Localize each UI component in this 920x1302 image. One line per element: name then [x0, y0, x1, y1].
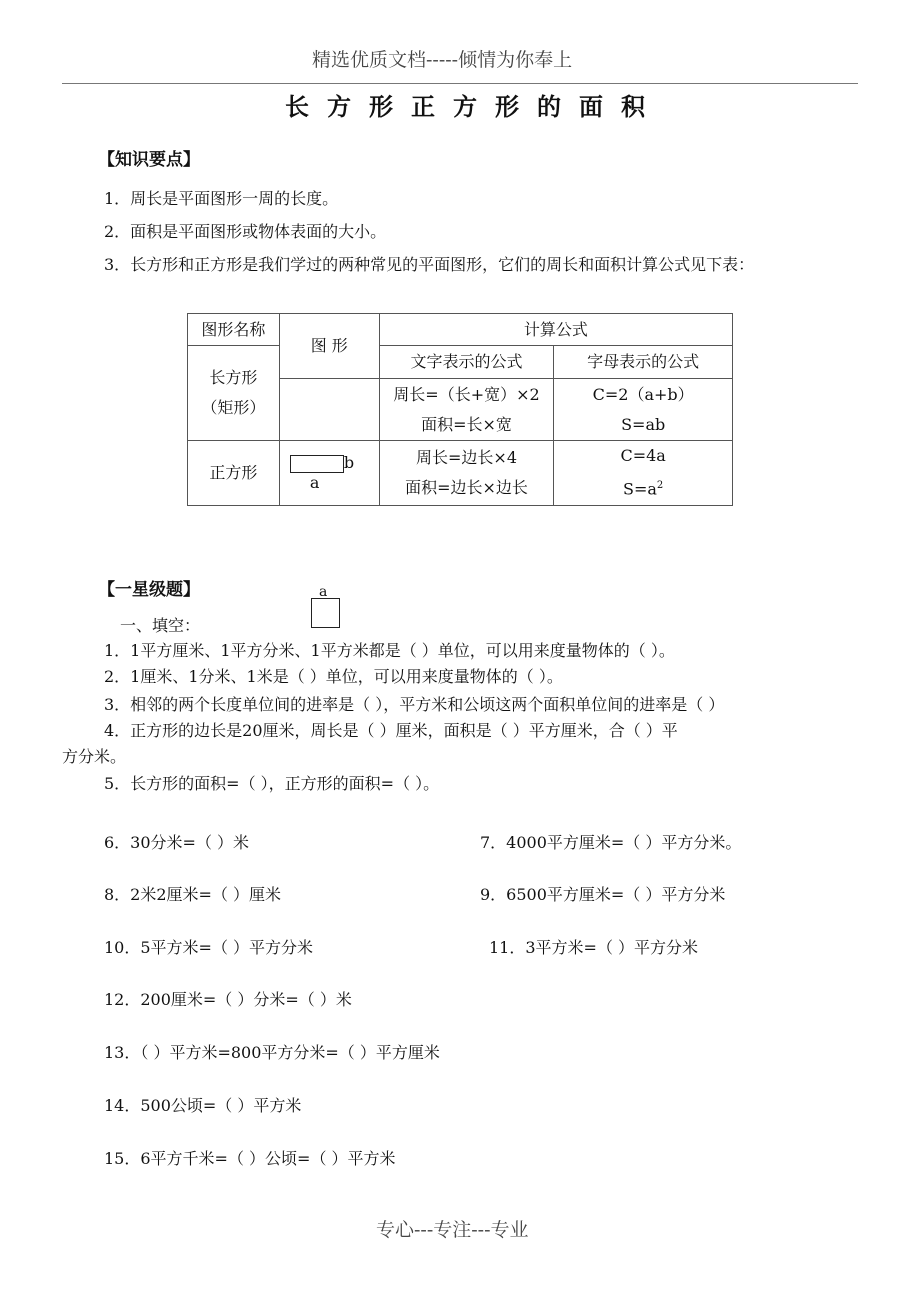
header-rule — [62, 83, 858, 84]
header-shape: 图 形 — [279, 314, 379, 379]
rectangle-figure — [290, 455, 344, 473]
question: 14．500公顷=（ ）平方米 — [104, 1096, 302, 1115]
square-letter-cell — [554, 441, 733, 506]
question: 13．（ ）平方米=800平方分米=（ ）平方厘米 — [104, 1043, 440, 1062]
square-text-cell — [379, 441, 554, 506]
rect-figure-cell — [279, 379, 379, 441]
rect-letter-cell — [554, 379, 733, 441]
rect-name: 长方形 — [209, 368, 258, 387]
knowledge-item: 2．面积是平面图形或物体表面的大小。 — [104, 222, 387, 241]
question: 6．30分米=（ ）米 — [104, 833, 250, 852]
figure-label-a: a — [309, 473, 320, 492]
knowledge-item: 3．长方形和正方形是我们学过的两种常见的平面图形，它们的周长和面积计算公式见下表： — [104, 255, 755, 274]
formula-table — [187, 313, 733, 506]
page-header: 精选优质文档-----倾情为你奉上 — [312, 49, 573, 71]
square-area-letter — [554, 471, 732, 504]
square-figure-cell — [279, 441, 379, 506]
square-figure-label: a — [319, 584, 328, 600]
question: 3．相邻的两个长度单位间的进率是（ ），平方米和公顷这两个面积单位间的进率是（ ） — [104, 695, 725, 714]
square-area-exponent: 2 — [656, 480, 664, 492]
question: 8．2米2厘米=（ ）厘米 — [104, 885, 282, 904]
rect-perimeter-letter: C=2（a+b） — [592, 384, 694, 404]
question: 2．1厘米、1分米、1米是（ ）单位，可以用来度量物体的（ ）。 — [104, 667, 563, 686]
one-star-heading: 【一星级题】 — [98, 580, 200, 600]
question: 11．3平方米=（ ）平方分米 — [489, 938, 699, 957]
header-letter-formula: 字母表示的公式 — [554, 346, 733, 379]
rect-alias: （矩形） — [201, 398, 266, 417]
rect-perimeter-text: 周长=（长+宽）×2 — [393, 384, 540, 404]
question: 15．6平方千米=（ ）公顷=（ ）平方米 — [104, 1149, 396, 1168]
header-name: 图形名称 — [188, 314, 280, 346]
fill-blank-heading: 一、填空： — [120, 616, 201, 635]
question: 1．1平方厘米、1平方分米、1平方米都是（ ）单位，可以用来度量物体的（ ）。 — [104, 641, 675, 660]
square-name: 正方形 — [188, 441, 280, 506]
header-text-formula: 文字表示的公式 — [379, 346, 554, 379]
figure-label-b: b — [343, 453, 355, 472]
square-perimeter-letter: C=4a — [620, 446, 666, 466]
question: 5．长方形的面积=（ ），正方形的面积=（ ）。 — [104, 774, 440, 793]
knowledge-heading: 【知识要点】 — [98, 150, 200, 170]
square-figure — [311, 598, 340, 628]
question: 4．正方形的边长是20厘米，周长是（ ）厘米，面积是（ ）平方厘米，合（ ）平 — [104, 721, 678, 740]
rect-text-cell — [379, 379, 554, 441]
question: 7．4000平方厘米=（ ）平方分米。 — [480, 833, 742, 852]
question-continued: 方分米。 — [62, 747, 127, 766]
rect-name-cell — [188, 346, 280, 441]
square-area-text: 面积=边长×边长 — [405, 478, 528, 497]
page-footer: 专心---专注---专业 — [376, 1219, 529, 1241]
rect-area-text: 面积=长×宽 — [421, 414, 512, 434]
knowledge-item: 1．周长是平面图形一周的长度。 — [104, 189, 339, 208]
question: 9．6500平方厘米=（ ）平方分米 — [480, 885, 726, 904]
question: 10．5平方米=（ ）平方分米 — [104, 938, 314, 957]
page-title: 长方形正方形的面积 — [285, 92, 663, 121]
question: 12．200厘米=（ ）分米=（ ）米 — [104, 990, 352, 1009]
square-perimeter-text: 周长=边长×4 — [416, 448, 517, 467]
square-area-base: S=a — [623, 479, 657, 499]
rect-area-letter: S=ab — [621, 414, 666, 434]
header-formula: 计算公式 — [379, 314, 732, 346]
